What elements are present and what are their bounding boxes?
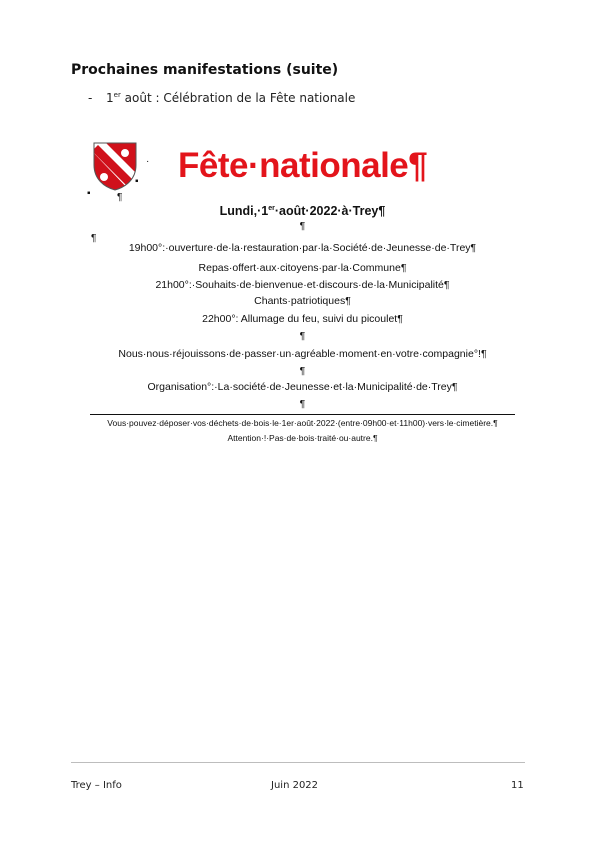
program-line-2: Repas·offert·aux·citoyens·par·la·Commune¶ [198,262,407,274]
event-date [90,204,515,218]
bullet-dash: - [88,91,93,105]
page-number: 11 [511,780,524,791]
footer-divider [71,762,525,763]
pilcrow-line: ¶ [299,220,306,232]
pilcrow-line: ¶ [299,398,306,410]
program-line-6: Nous·nous·réjouissons·de·passer·un·agréable·moment·en·votre·compagnie°!¶ [118,348,487,360]
dot-mark: · [146,156,150,167]
poster-title: Fête·nationale¶ [178,146,428,185]
section-heading: Prochaines manifestations (suite) [71,62,339,78]
dot-mark: ▪ [135,176,139,187]
footer-center: Juin 2022 [271,780,319,791]
pilcrow-line: ¶ [299,330,306,342]
program-line-5: 22h00°: Allumage du feu, suivi du picoulet¶ [202,313,403,325]
event-date-post: ·août·2022·à·Trey¶ [274,204,386,218]
bullet-day-sup: er [113,91,121,99]
bullet-text: août : Célébration de la Fête nationale [120,91,356,105]
pilcrow-mark: ¶ [117,192,123,203]
footer-left: Trey – Info [71,780,122,791]
dot-mark: ▪ [87,188,91,199]
note-line-1: Vous·pouvez·déposer·vos·déchets·de·bois·le·1er·août·2022·(entre·09h00·et·11h00)·vers·le·cimetière.¶ [107,418,498,428]
bullet-day: 1 [106,91,114,105]
coat-of-arms-icon [92,141,138,191]
event-date-sup: er [268,204,275,212]
program-line-3: 21h00°:·Souhaits·de·bienvenue·et·discours·de·la·Municipalité¶ [155,279,450,291]
bullet-item [88,91,355,105]
event-date-pre: Lundi,·1 [219,204,269,218]
note-line-2: Attention·!·Pas·de·bois·traité·ou·autre.¶ [227,433,378,443]
program-line-7: Organisation°:·La·société·de·Jeunesse·et·la·Municipalité·de·Trey¶ [147,381,458,393]
pilcrow-line: ¶ [299,365,306,377]
program-line-1: 19h00°:·ouverture·de·la·restauration·par·la·Société·de·Jeunesse·de·Trey¶ [128,242,477,254]
divider [90,414,515,415]
program-line-4: Chants·patriotiques¶ [254,295,351,307]
pilcrow-mark: ¶ [91,233,97,244]
